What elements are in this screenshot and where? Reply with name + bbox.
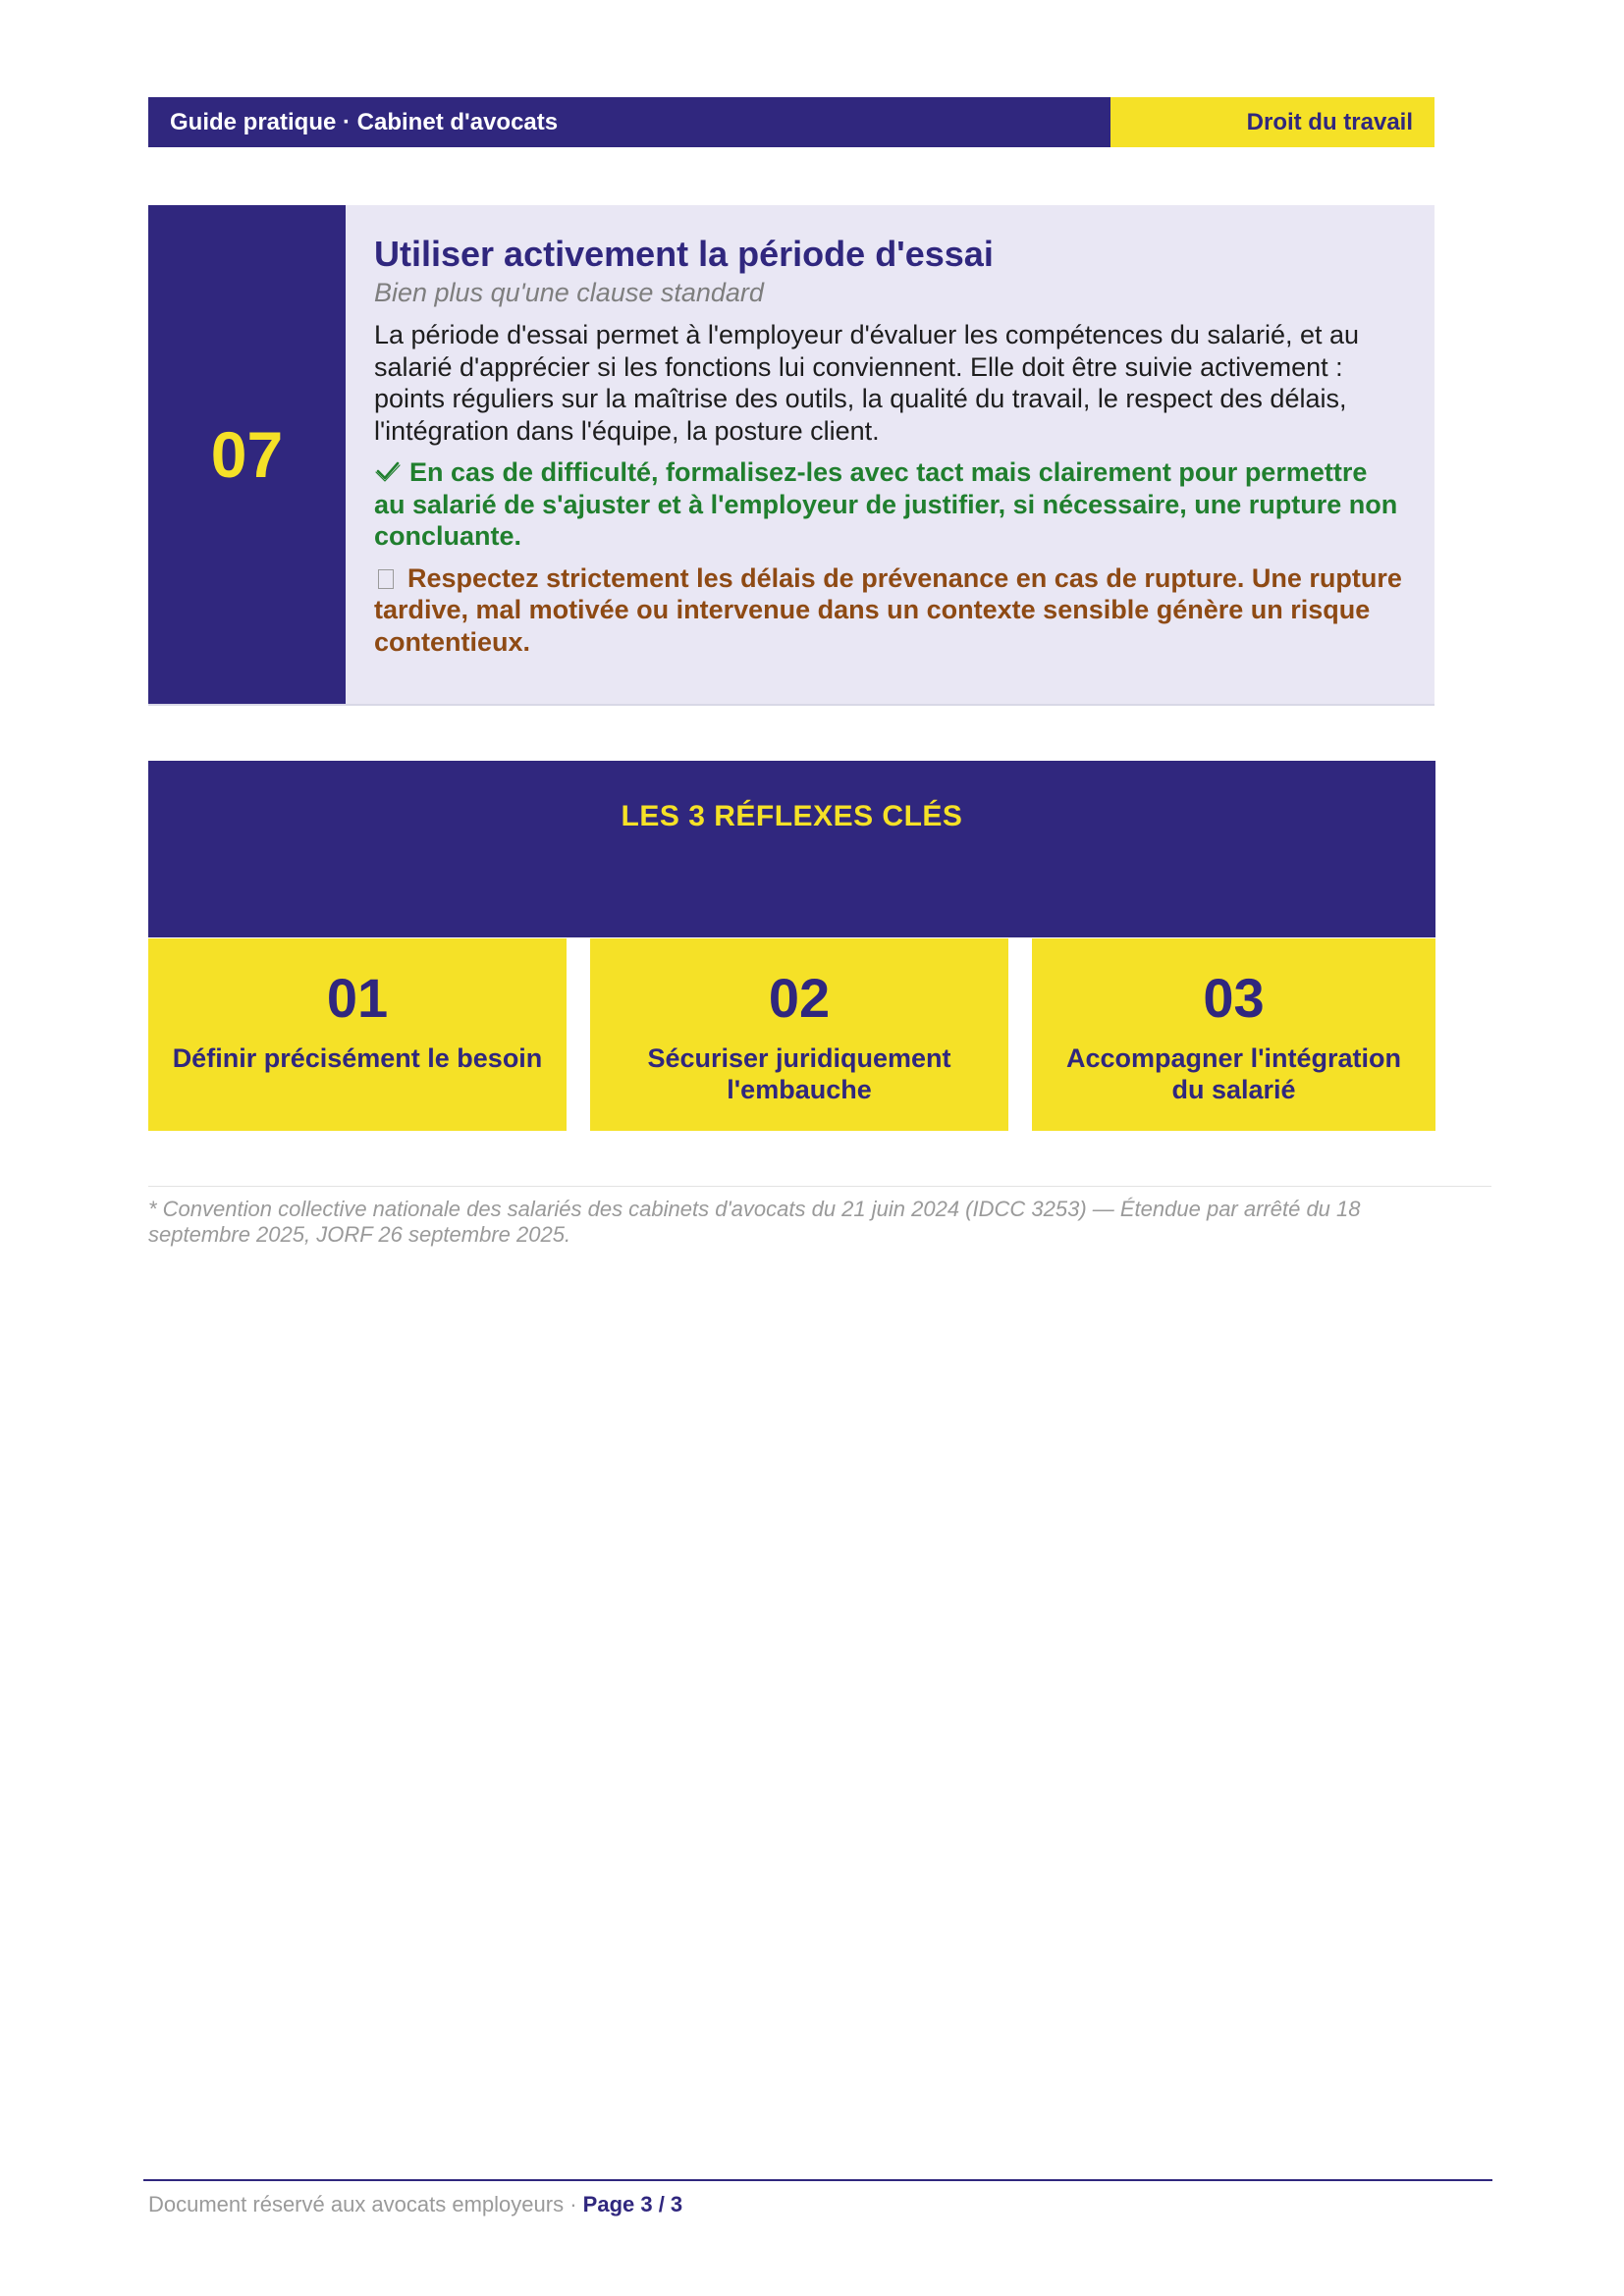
reflex-label: Sécuriser juridiquement l'embauche — [647, 1043, 951, 1104]
reflex-label: Accompagner l'intégration du salarié — [1066, 1043, 1401, 1104]
header-bar — [148, 97, 1435, 147]
reflex-card-1 — [148, 938, 567, 1131]
reflex-label: Définir précisément le besoin — [172, 1043, 543, 1073]
reflexes-banner — [148, 761, 1435, 937]
reflexes-title: LES 3 RÉFLEXES CLÉS — [621, 800, 963, 832]
reflex-card-3 — [1032, 938, 1435, 1131]
section-subtitle: Bien plus qu'une clause standard — [374, 278, 764, 307]
reflex-card-2 — [590, 938, 1008, 1131]
section-warning — [374, 562, 1405, 659]
footnote-divider — [148, 1186, 1491, 1187]
warning-text: Respectez strictement les délais de prévenance en cas de rupture. Une rupture tardive, mal motivée ou intervenue dans un contexte sensible génère un risque contentieux. — [374, 562, 1402, 657]
section-number: 07 — [148, 205, 346, 704]
section-title: Utiliser activement la période d'essai — [374, 234, 994, 274]
check-icon — [374, 457, 402, 485]
tip-text: En cas de difficulté, formalisez-les avec tact mais clairement pour permettre au salarié de s'ajuster et à l'employeur de justifier, si nécessaire, une rupture non concluante. — [374, 457, 1398, 551]
section-card — [148, 205, 1435, 706]
reflex-number: 02 — [768, 967, 831, 1029]
reflex-number: 01 — [326, 967, 389, 1029]
footnote: * Convention collective nationale des salariés des cabinets d'avocats du 21 juin 2024 (IDCC 3253) — Étendue par arrêté du 18 septembre 2025, JORF 26 septembre 2025. — [148, 1197, 1361, 1247]
section-content — [346, 205, 1435, 704]
section-body: La période d'essai permet à l'employeur d'évaluer les compétences du salarié, et au salarié d'apprécier si les fonctions lui conviennent. Elle doit être suivie activement : points réguliers sur la maîtrise des outils, la qualité du travail, le respect des délais, l'intégration dans l'équipe, la posture client. — [374, 320, 1360, 446]
header-right-title: Droit du travail — [1110, 97, 1435, 147]
footer-separator: · — [564, 2192, 583, 2216]
section-tip — [374, 456, 1405, 553]
footer — [148, 2192, 682, 2217]
page-number: Page 3 / 3 — [582, 2192, 683, 2216]
footer-text: Document réservé aux avocats employeurs — [148, 2192, 565, 2216]
warning-icon — [378, 569, 394, 589]
footer-divider — [143, 2179, 1492, 2181]
reflex-number: 03 — [1203, 967, 1265, 1029]
header-left-title: Guide pratique · Cabinet d'avocats — [148, 97, 1110, 147]
